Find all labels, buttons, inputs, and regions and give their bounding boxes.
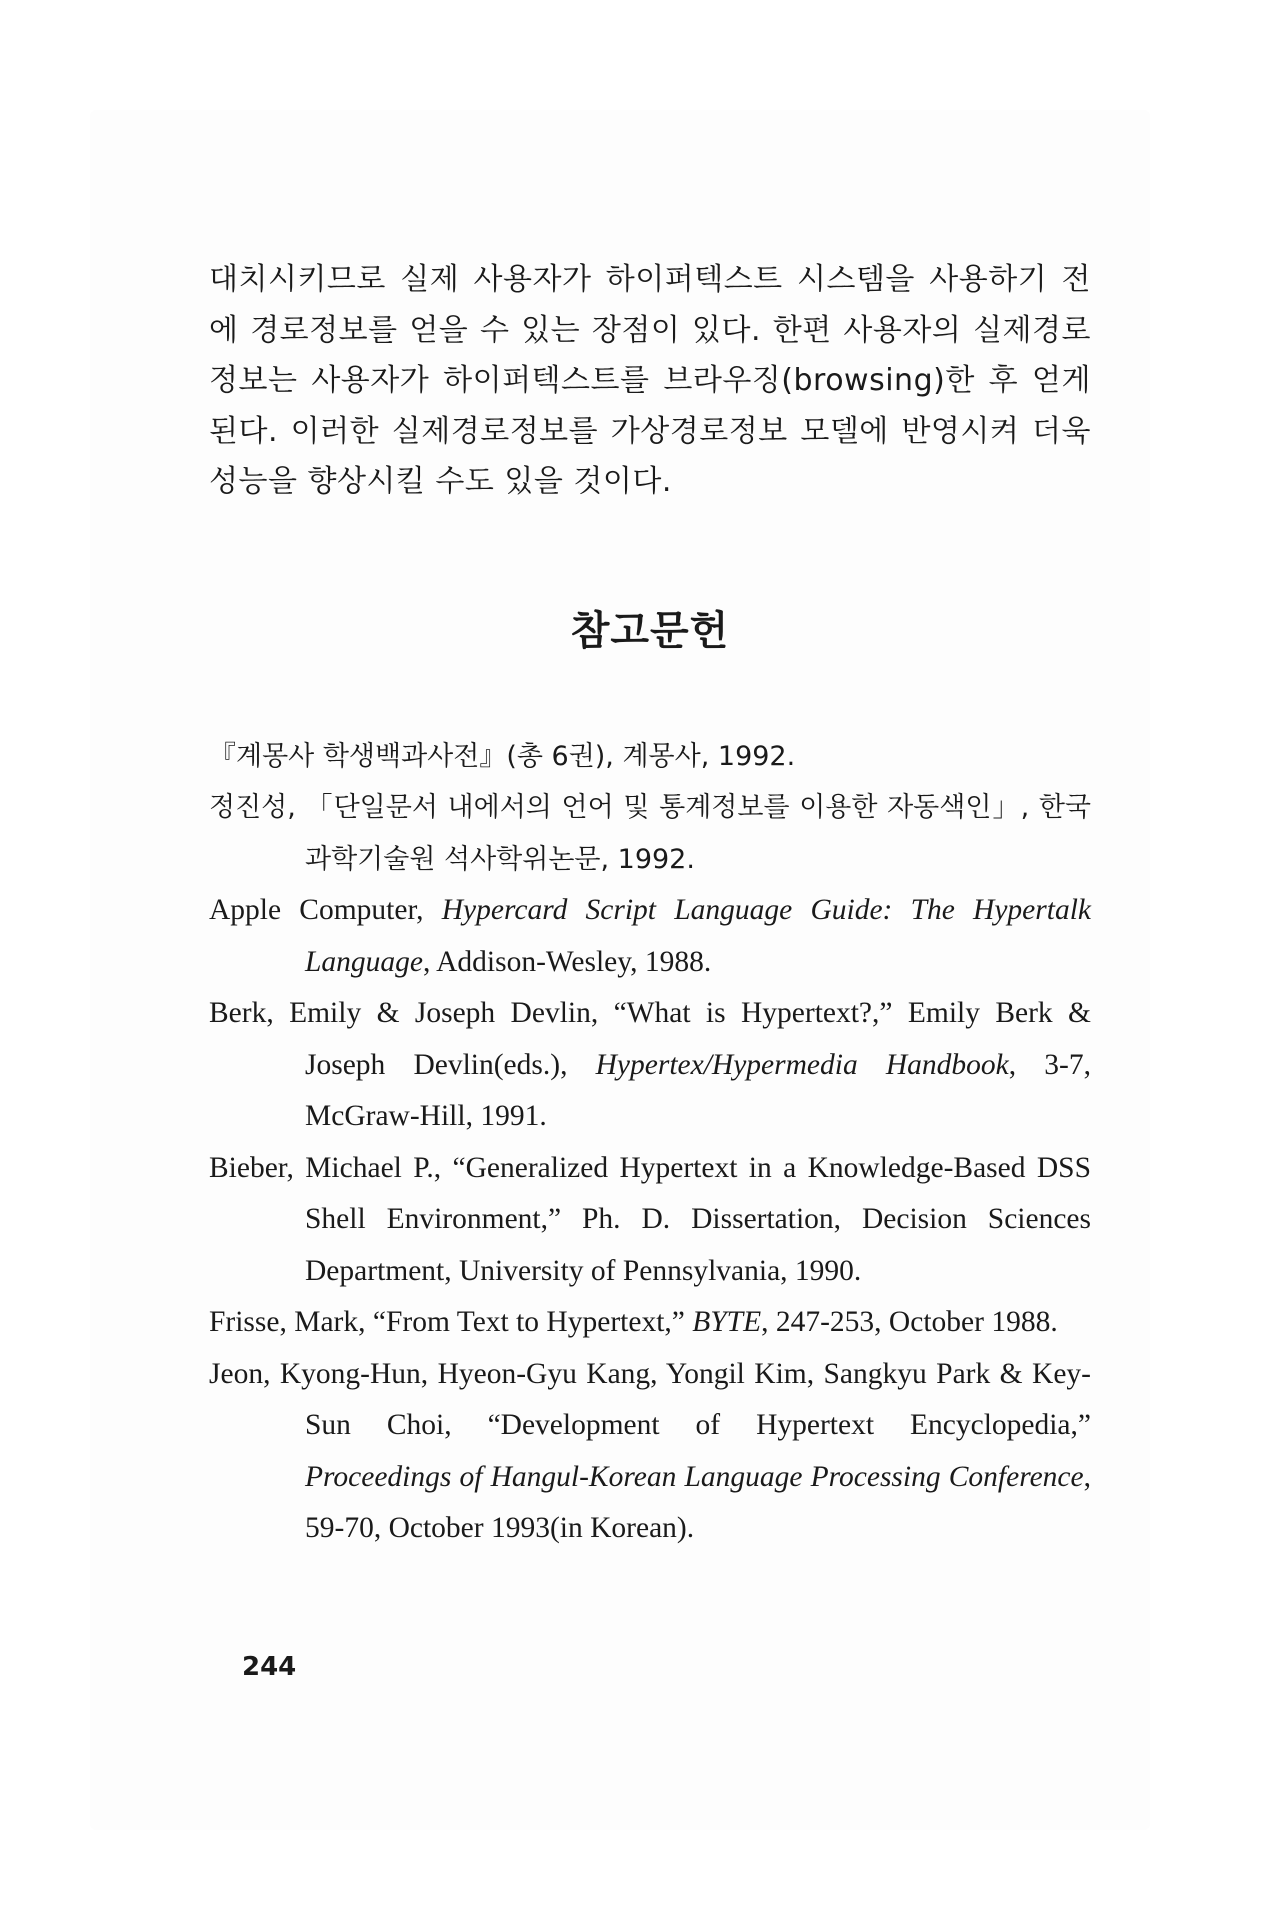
reference-list <box>209 731 1091 1555</box>
reference-item: 『계몽사 학생백과사전』(총 6권), 계몽사, 1992. <box>209 740 796 772</box>
body-paragraph: 대치시키므로 실제 사용자가 하이퍼텍스트 시스템을 사용하기 전에 경로정보를 얻을 수 있는 장점이 있다. 한편 사용자의 실제경로 정보는 사용자가 하이퍼텍스트를 브라우징(browsing)한 후 얻게 된다. 이러한 실제경로정보를 가상경로정보 모델에 반영시켜 더욱 성능을 향상시킬 수도 있을 것이다. <box>209 262 1091 499</box>
reference-item: 정진성, 「단일문서 내에서의 언어 및 통계정보를 이용한 자동색인」, 한국과학기술원 석사학위논문, 1992. <box>209 792 1091 875</box>
reference-item: Jeon, Kyong-Hun, Hyeon-Gyu Kang, Yongil Kim, Sangkyu Park & Key-Sun Choi, “Development of Hypertext Encyclopedia,” Proceedings of Hangul-Korean Language Processing Conference, 59-70, October 1993(in Korean). <box>209 1357 1091 1544</box>
page-content <box>209 255 1091 1555</box>
references-heading: 참고문헌 <box>570 607 730 654</box>
reference-item: Frisse, Mark, “From Text to Hypertext,” BYTE, 247-253, October 1988. <box>209 1306 1058 1338</box>
reference-item: Bieber, Michael P., “Generalized Hypertext in a Knowledge-Based DSS Shell Environment,” Ph. D. Dissertation, Decision Sciences Department, University of Pennsylvania, 1990. <box>209 1151 1091 1287</box>
page-number: 244 <box>242 1652 297 1682</box>
reference-item: Berk, Emily & Joseph Devlin, “What is Hypertext?,” Emily Berk & Joseph Devlin(eds.), Hypertex/Hypermedia Handbook, 3-7, McGraw-Hill, 1991. <box>209 997 1091 1132</box>
reference-item: Apple Computer, Hypercard Script Language Guide: The Hypertalk Language, Addison-Wesley, 1988. <box>209 894 1091 978</box>
